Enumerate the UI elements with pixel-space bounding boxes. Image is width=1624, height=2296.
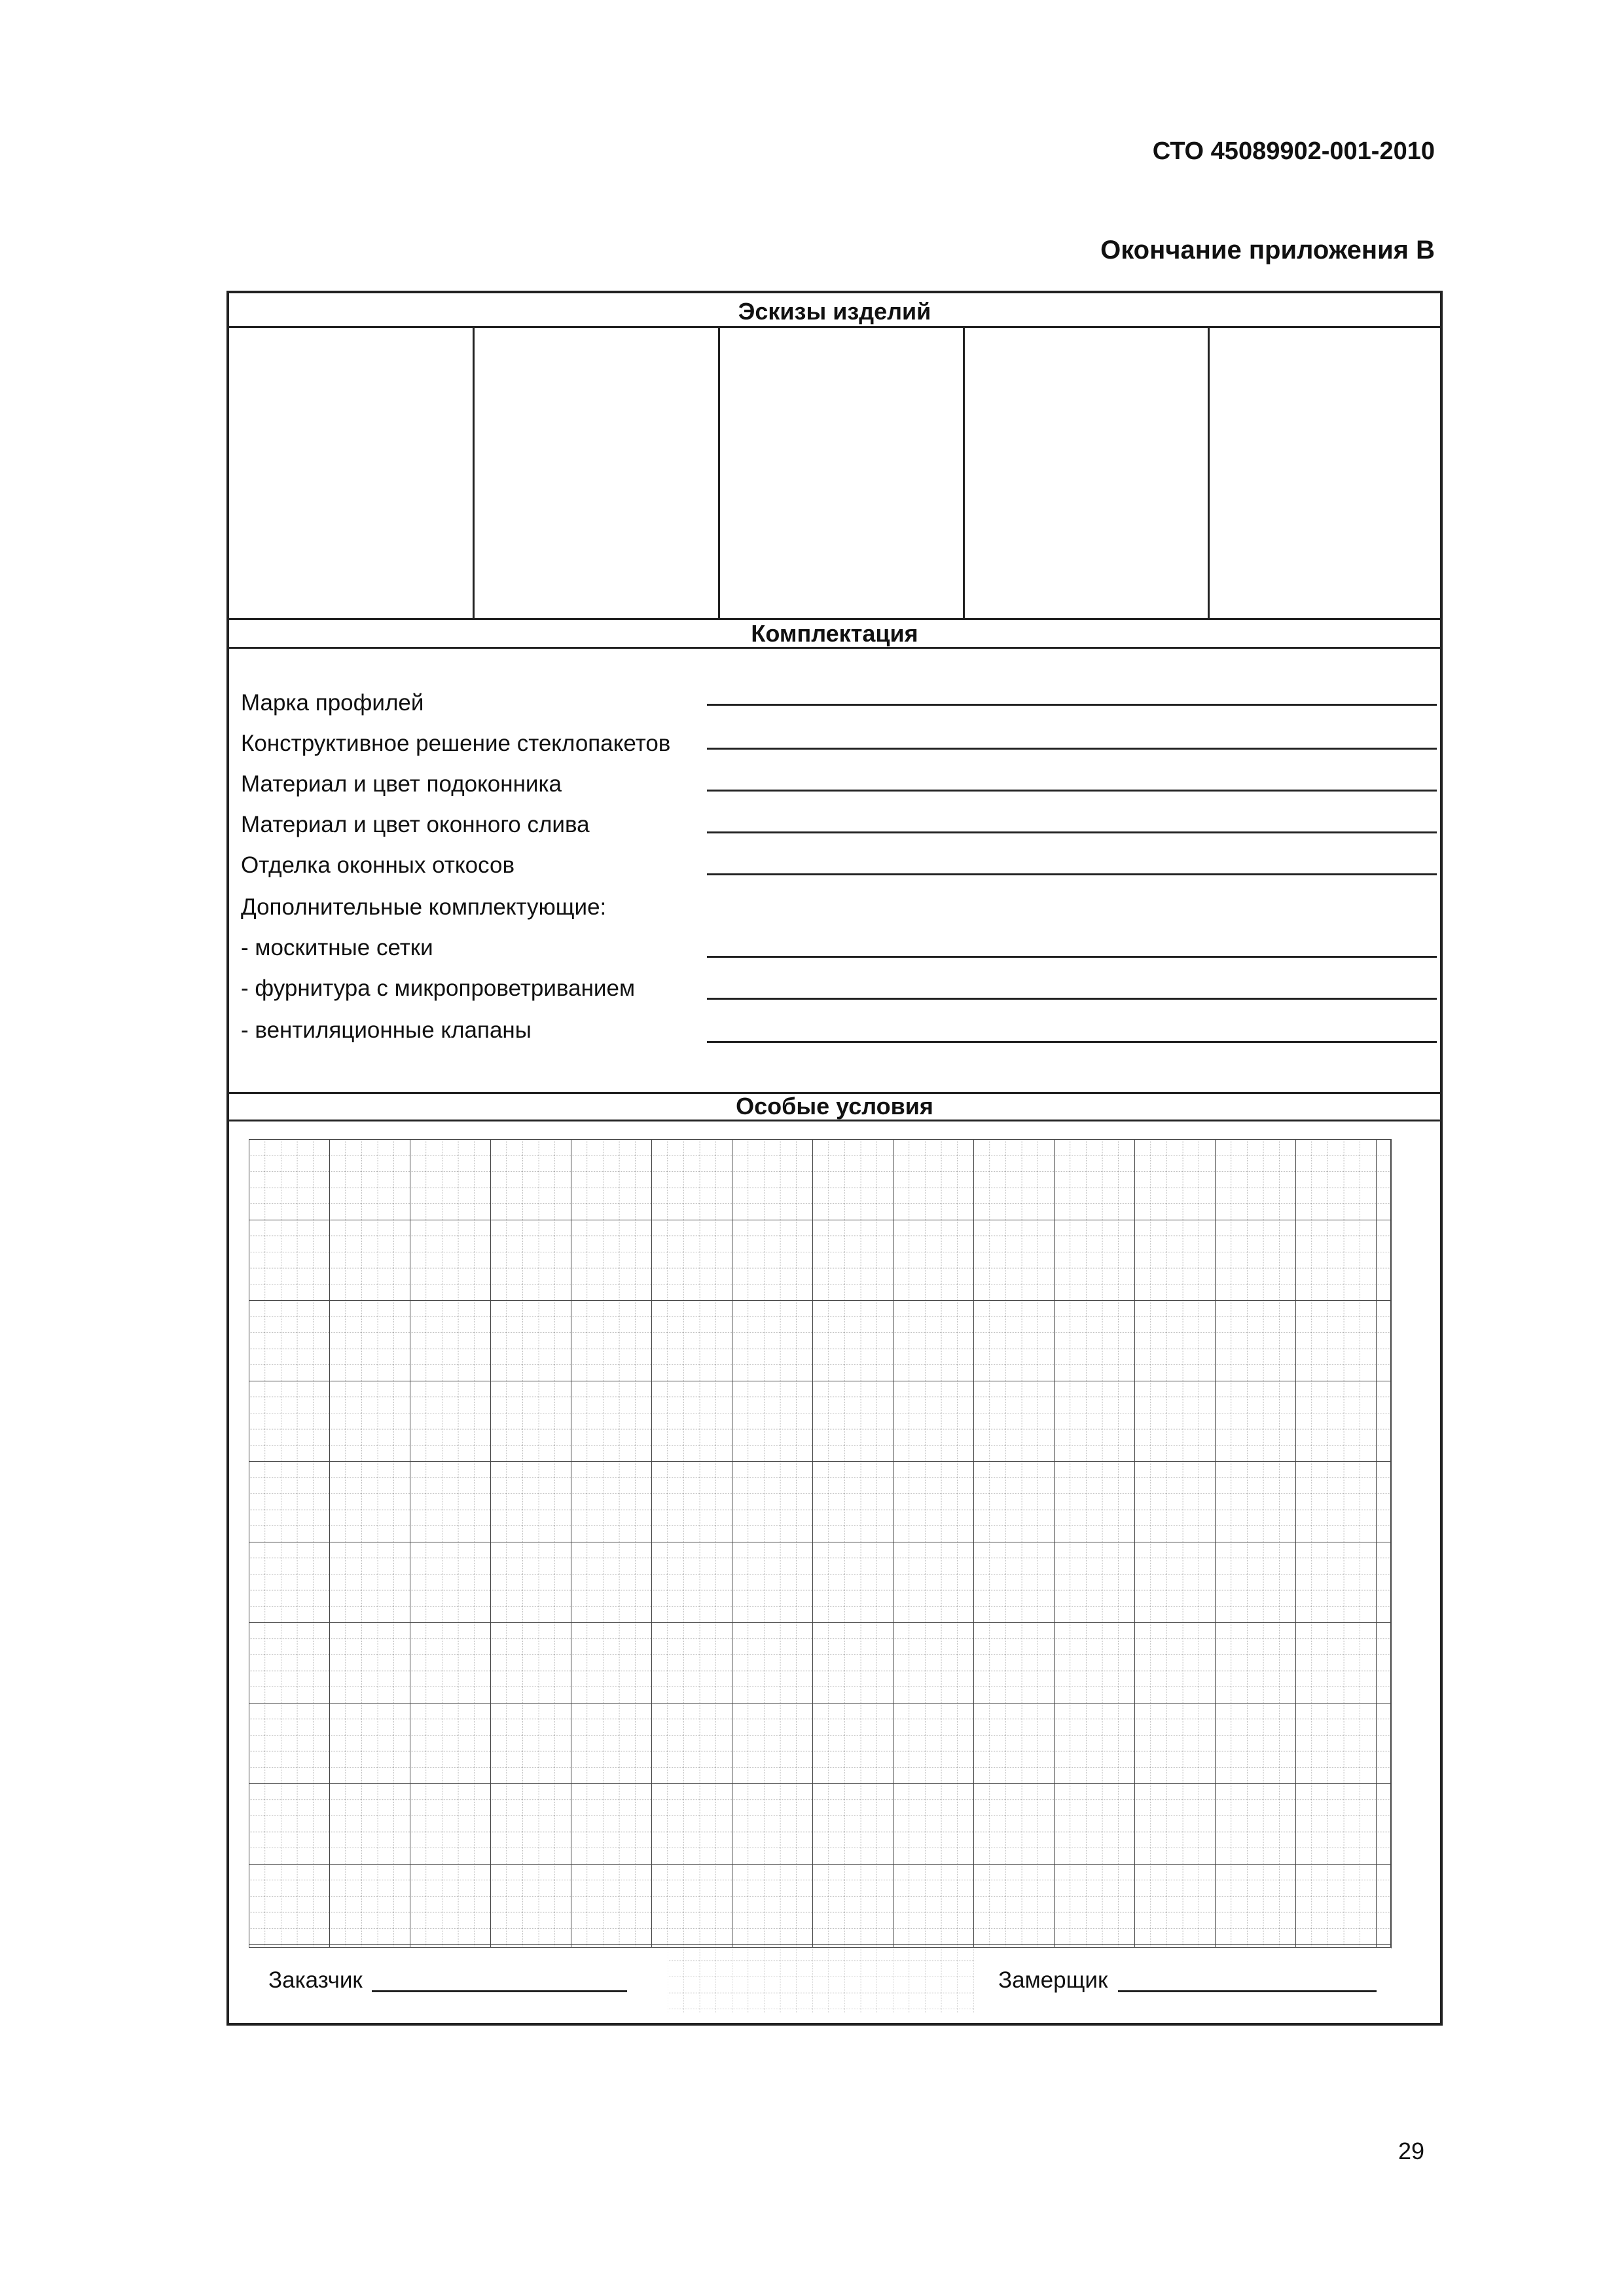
- vent-valves-field[interactable]: [707, 1041, 1437, 1043]
- special-header-divider: [229, 1120, 1440, 1121]
- equipment-item-vent-valves: - вентиляционные клапаны: [241, 1017, 532, 1043]
- equipment-item-additional: Дополнительные комплектующие:: [241, 894, 607, 920]
- appendix-title: Окончание приложения В: [1100, 236, 1435, 264]
- equipment-item-micro-vent: - фурнитура с микропроветриванием: [241, 975, 636, 1001]
- equipment-item-mosquito-nets: - москитные сетки: [241, 935, 433, 960]
- graph-paper-grid: [249, 1139, 1401, 2016]
- document-code: СТО 45089902-001-2010: [1152, 137, 1435, 165]
- mosquito-nets-field[interactable]: [707, 956, 1437, 958]
- drip-field[interactable]: [707, 831, 1437, 833]
- sketch-divider-4: [1208, 326, 1210, 619]
- equipment-item-slopes: Отделка оконных откосов: [241, 852, 515, 878]
- equipment-item-windowsill: Материал и цвет подоконника: [241, 771, 562, 797]
- customer-signature-field[interactable]: [372, 1990, 627, 1992]
- customer-label: Заказчик: [268, 1967, 363, 1993]
- sketch-divider-3: [963, 326, 965, 619]
- profile-brand-field[interactable]: [707, 704, 1437, 706]
- equipment-item-glazing: Конструктивное решение стеклопакетов: [241, 731, 671, 756]
- sketches-header-divider: [229, 326, 1440, 328]
- equipment-section-title: Комплектация: [751, 620, 918, 647]
- equipment-item-profile-brand: Марка профилей: [241, 690, 424, 716]
- glazing-field[interactable]: [707, 748, 1437, 750]
- equipment-item-drip: Материал и цвет оконного слива: [241, 812, 590, 837]
- slopes-field[interactable]: [707, 873, 1437, 875]
- equipment-header-divider: [229, 647, 1440, 649]
- sketches-section-title: Эскизы изделий: [738, 298, 931, 325]
- micro-vent-field[interactable]: [707, 998, 1437, 1000]
- windowsill-field[interactable]: [707, 790, 1437, 792]
- measurer-signature-field[interactable]: [1118, 1990, 1377, 1992]
- sketch-divider-1: [473, 326, 475, 619]
- special-section-title: Особые условия: [736, 1093, 933, 1120]
- sketch-divider-2: [718, 326, 720, 619]
- page-number: 29: [1398, 2138, 1424, 2164]
- measurer-label: Замерщик: [998, 1967, 1108, 1993]
